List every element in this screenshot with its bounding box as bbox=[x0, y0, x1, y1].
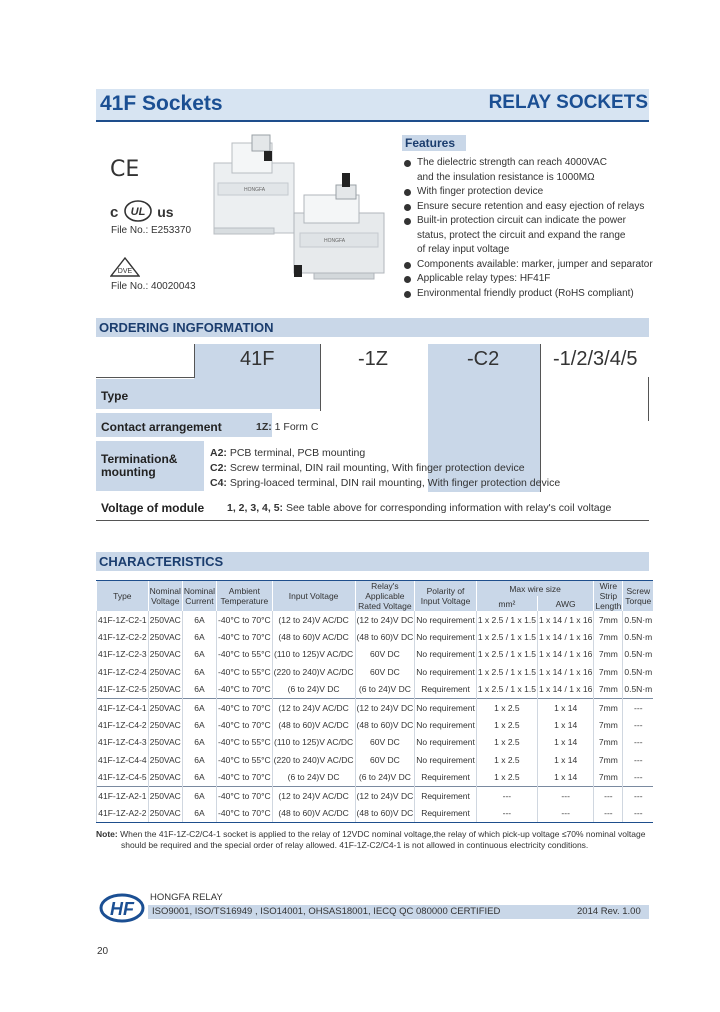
ul-file-number: File No.: E253370 bbox=[111, 225, 192, 236]
ce-mark: CE bbox=[110, 157, 140, 182]
certification-text: ISO9001, ISO/TS16949 , ISO14001, OHSAS18001, IECQ QC 080000 CERTIFIED bbox=[152, 906, 501, 917]
table-cell: 41F-1Z-C4-1 bbox=[97, 698, 149, 716]
table-cell: 6A bbox=[182, 751, 216, 768]
code-contact: -1Z bbox=[358, 348, 388, 370]
table-cell: 6A bbox=[182, 663, 216, 680]
table-cell: 6A bbox=[182, 611, 216, 628]
table-cell: 0.5N·m bbox=[623, 663, 653, 680]
table-cell: 250VAC bbox=[148, 786, 182, 804]
svg-text:HONGFA: HONGFA bbox=[324, 238, 346, 244]
table-cell: 7mm bbox=[594, 681, 623, 699]
table-row bbox=[97, 681, 654, 699]
table-cell: 6A bbox=[182, 681, 216, 699]
table-cell: 6A bbox=[182, 716, 216, 733]
table-cell: 250VAC bbox=[148, 681, 182, 699]
table-cell: 250VAC bbox=[148, 663, 182, 680]
table-cell: (110 to 125)V AC/DC bbox=[272, 646, 355, 663]
table-cell: --- bbox=[623, 734, 653, 751]
table-cell: 1 x 2.5 bbox=[476, 698, 537, 716]
type-row bbox=[96, 379, 194, 409]
svg-text:UL: UL bbox=[130, 206, 146, 218]
table-cell: No requirement bbox=[415, 646, 477, 663]
termination-label: Termination& mounting bbox=[101, 452, 178, 479]
table-cell: 1 x 2.5 bbox=[476, 734, 537, 751]
table-cell: -40°C to 70°C bbox=[217, 804, 273, 822]
table-row bbox=[97, 734, 654, 751]
table-cell: (12 to 24)V AC/DC bbox=[272, 698, 355, 716]
table-cell: 250VAC bbox=[148, 611, 182, 628]
table-cell: -40°C to 70°C bbox=[217, 786, 273, 804]
table-cell: --- bbox=[623, 769, 653, 787]
table-cell: 1 x 2.5 / 1 x 1.5 bbox=[476, 611, 537, 628]
th-polarity: Polarity of Input Voltage bbox=[415, 581, 477, 612]
table-cell: No requirement bbox=[415, 698, 477, 716]
table-cell: 250VAC bbox=[148, 734, 182, 751]
type-line bbox=[96, 377, 194, 378]
th-wire-size: Max wire size bbox=[476, 581, 594, 597]
type-vline bbox=[194, 344, 195, 378]
table-cell: (48 to 60)V DC bbox=[355, 716, 415, 733]
table-cell: -40°C to 55°C bbox=[217, 646, 273, 663]
feature-item: The dielectric strength can reach 4000VAC bbox=[403, 156, 653, 171]
characteristics-section-title: CHARACTERISTICS bbox=[96, 552, 649, 571]
termination-list bbox=[210, 446, 560, 491]
table-cell: 1 x 14 / 1 x 16 bbox=[537, 681, 593, 699]
table-cell: No requirement bbox=[415, 734, 477, 751]
table-cell: 1 x 2.5 bbox=[476, 769, 537, 787]
note-label: Note: bbox=[96, 829, 118, 839]
table-cell: (12 to 24)V DC bbox=[355, 698, 415, 716]
table-cell: No requirement bbox=[415, 716, 477, 733]
table-cell: Requirement bbox=[415, 769, 477, 787]
table-cell: 41F-1Z-C2-1 bbox=[97, 611, 149, 628]
table-cell: No requirement bbox=[415, 663, 477, 680]
table-cell: -40°C to 70°C bbox=[217, 681, 273, 699]
table-cell: 7mm bbox=[594, 716, 623, 733]
note-line-1: When the 41F-1Z-C2/C4-1 socket is applied to the relay of 12VDC nominal voltage,the relay of which pick-up voltage ≤70% nominal voltage bbox=[117, 829, 646, 839]
table-row bbox=[97, 628, 654, 645]
feature-item: Components available: marker, jumper and separator bbox=[403, 258, 653, 273]
table-cell: --- bbox=[623, 698, 653, 716]
table-cell: No requirement bbox=[415, 628, 477, 645]
termination-c4: C4: Spring-loaced terminal, DIN rail mounting, With finger protection device bbox=[210, 477, 561, 489]
termination-row bbox=[96, 441, 204, 491]
table-cell: 7mm bbox=[594, 646, 623, 663]
feature-item: Environmental friendly product (RoHS compliant) bbox=[403, 287, 653, 302]
table-cell: 7mm bbox=[594, 769, 623, 787]
features-list bbox=[403, 156, 653, 301]
th-ambient: Ambient Temperature bbox=[217, 581, 273, 612]
table-row bbox=[97, 698, 654, 716]
table-cell: 0.5N·m bbox=[623, 681, 653, 699]
table-cell: (12 to 24)V AC/DC bbox=[272, 611, 355, 628]
table-cell: 41F-1Z-A2-1 bbox=[97, 786, 149, 804]
table-cell: --- bbox=[623, 716, 653, 733]
table-cell: (6 to 24)V DC bbox=[355, 681, 415, 699]
table-cell: 7mm bbox=[594, 751, 623, 768]
th-type: Type bbox=[97, 581, 149, 612]
table-cell: 60V DC bbox=[355, 646, 415, 663]
contact-desc bbox=[256, 421, 318, 433]
feature-item: status, protect the circuit and expand the range bbox=[417, 229, 626, 241]
table-cell: (6 to 24)V DC bbox=[272, 769, 355, 787]
table-cell: 41F-1Z-C2-2 bbox=[97, 628, 149, 645]
table-cell: 1 x 14 bbox=[537, 716, 593, 733]
table-cell: 41F-1Z-C4-3 bbox=[97, 734, 149, 751]
table-cell: (48 to 60)V AC/DC bbox=[272, 804, 355, 822]
page-title: 41F Sockets bbox=[100, 92, 223, 115]
table-cell: (48 to 60)V DC bbox=[355, 804, 415, 822]
vde-file-number: File No.: 40020043 bbox=[111, 281, 196, 292]
table-cell: (12 to 24)V DC bbox=[355, 786, 415, 804]
table-row bbox=[97, 751, 654, 768]
table-cell: 41F-1Z-C2-3 bbox=[97, 646, 149, 663]
code-series: 41F bbox=[240, 348, 275, 370]
page-number: 20 bbox=[97, 946, 109, 957]
table-cell: 41F-1Z-C2-5 bbox=[97, 681, 149, 699]
contact-vline bbox=[320, 344, 321, 411]
table-row bbox=[97, 804, 654, 822]
table-cell: 6A bbox=[182, 804, 216, 822]
table-cell: -40°C to 70°C bbox=[217, 769, 273, 787]
type-label: Type bbox=[101, 389, 129, 403]
contact-code: 1Z: bbox=[256, 421, 272, 433]
table-cell: (12 to 24)V AC/DC bbox=[272, 786, 355, 804]
characteristics-table bbox=[96, 580, 653, 823]
termination-c2: C2: Screw terminal, DIN rail mounting, With finger protection device bbox=[210, 462, 525, 474]
table-cell: (220 to 240)V AC/DC bbox=[272, 751, 355, 768]
table-cell: 250VAC bbox=[148, 769, 182, 787]
table-cell: -40°C to 55°C bbox=[217, 751, 273, 768]
table-cell: 250VAC bbox=[148, 751, 182, 768]
table-cell: --- bbox=[623, 751, 653, 768]
table-cell: 41F-1Z-C4-2 bbox=[97, 716, 149, 733]
th-torque: Screw Torque bbox=[623, 581, 653, 612]
table-cell: 7mm bbox=[594, 734, 623, 751]
year-revision: 2014 Rev. 1.00 bbox=[577, 906, 641, 917]
contact-label: Contact arrangement bbox=[101, 420, 222, 434]
feature-item: of relay input voltage bbox=[417, 244, 510, 255]
table-cell: --- bbox=[537, 804, 593, 822]
table-cell: 7mm bbox=[594, 611, 623, 628]
contact-text: 1 Form C bbox=[271, 421, 319, 433]
table-cell: 250VAC bbox=[148, 698, 182, 716]
table-cell: 1 x 14 bbox=[537, 698, 593, 716]
table-cell: Requirement bbox=[415, 786, 477, 804]
svg-text:DVE: DVE bbox=[117, 268, 133, 275]
table-cell: 60V DC bbox=[355, 663, 415, 680]
voltage-row bbox=[96, 495, 649, 521]
table-cell: 1 x 2.5 / 1 x 1.5 bbox=[476, 663, 537, 680]
table-cell: 1 x 2.5 bbox=[476, 751, 537, 768]
feature-item: Ensure secure retention and easy ejection of relays bbox=[403, 200, 653, 215]
table-cell: --- bbox=[537, 786, 593, 804]
table-cell: 0.5N·m bbox=[623, 611, 653, 628]
th-awg: AWG bbox=[537, 596, 593, 611]
table-cell: 1 x 2.5 / 1 x 1.5 bbox=[476, 681, 537, 699]
table-cell: (6 to 24)V DC bbox=[272, 681, 355, 699]
table-row bbox=[97, 611, 654, 628]
th-input-voltage: Input Voltage bbox=[272, 581, 355, 612]
table-row bbox=[97, 786, 654, 804]
table-row bbox=[97, 769, 654, 787]
category-title: RELAY SOCKETS bbox=[488, 92, 648, 113]
table-cell: 1 x 2.5 bbox=[476, 716, 537, 733]
table-cell: 6A bbox=[182, 786, 216, 804]
table-cell: 6A bbox=[182, 769, 216, 787]
table-cell: (48 to 60)V AC/DC bbox=[272, 628, 355, 645]
code-voltage: -1/2/3/4/5 bbox=[553, 348, 638, 370]
table-cell: 1 x 14 bbox=[537, 734, 593, 751]
th-strip: Wire Strip Length bbox=[595, 581, 622, 611]
table-row bbox=[97, 663, 654, 680]
table-cell: 6A bbox=[182, 734, 216, 751]
table-cell: (6 to 24)V DC bbox=[355, 769, 415, 787]
code-termination: -C2 bbox=[467, 348, 500, 370]
table-cell: 1 x 14 / 1 x 16 bbox=[537, 663, 593, 680]
table-cell: (48 to 60)V AC/DC bbox=[272, 716, 355, 733]
svg-text:HF: HF bbox=[110, 899, 134, 919]
feature-item: With finger protection device bbox=[403, 185, 653, 200]
table-cell: 0.5N·m bbox=[623, 628, 653, 645]
table-cell: 7mm bbox=[594, 628, 623, 645]
table-row bbox=[97, 646, 654, 663]
table-cell: 60V DC bbox=[355, 734, 415, 751]
th-nominal-current: Nominal Current bbox=[182, 581, 216, 612]
svg-text:HONGFA: HONGFA bbox=[244, 187, 266, 193]
features-title: Features bbox=[402, 135, 466, 151]
table-cell: 7mm bbox=[594, 698, 623, 716]
feature-item: Applicable relay types: HF41F bbox=[403, 272, 653, 287]
table-cell: 6A bbox=[182, 698, 216, 716]
table-cell: 1 x 14 bbox=[537, 751, 593, 768]
table-cell: 41F-1Z-C4-4 bbox=[97, 751, 149, 768]
table-body bbox=[97, 611, 654, 822]
table-cell: 41F-1Z-A2-2 bbox=[97, 804, 149, 822]
table-cell: 6A bbox=[182, 646, 216, 663]
table-cell: --- bbox=[594, 804, 623, 822]
table-cell: 1 x 14 / 1 x 16 bbox=[537, 646, 593, 663]
th-mm2: mm² bbox=[476, 596, 537, 611]
table-cell: 6A bbox=[182, 628, 216, 645]
table-cell: 1 x 14 / 1 x 16 bbox=[537, 611, 593, 628]
table-cell: --- bbox=[623, 786, 653, 804]
voltage-vline bbox=[648, 377, 649, 421]
table-cell: -40°C to 55°C bbox=[217, 663, 273, 680]
contact-row bbox=[96, 413, 272, 437]
ul-mark bbox=[110, 200, 174, 222]
ul-logo-icon bbox=[123, 200, 153, 222]
table-cell: 250VAC bbox=[148, 804, 182, 822]
brand-name: HONGFA RELAY bbox=[150, 892, 223, 903]
table-cell: 41F-1Z-C4-5 bbox=[97, 769, 149, 787]
table-cell: 1 x 2.5 / 1 x 1.5 bbox=[476, 628, 537, 645]
th-nominal-voltage: Nominal Voltage bbox=[148, 581, 182, 612]
voltage-desc: 1, 2, 3, 4, 5: See table above for corresponding information with relay's coil voltage bbox=[227, 502, 612, 514]
table-cell: 1 x 14 / 1 x 16 bbox=[537, 628, 593, 645]
table-cell: 1 x 14 bbox=[537, 769, 593, 787]
table-cell: -40°C to 55°C bbox=[217, 734, 273, 751]
table-cell: --- bbox=[476, 786, 537, 804]
table-cell: -40°C to 70°C bbox=[217, 611, 273, 628]
table-cell: 250VAC bbox=[148, 716, 182, 733]
voltage-label: Voltage of module bbox=[101, 501, 205, 515]
table-cell: No requirement bbox=[415, 751, 477, 768]
feature-item: and the insulation resistance is 1000MΩ bbox=[417, 171, 595, 183]
table-cell: 7mm bbox=[594, 663, 623, 680]
table-header-row bbox=[97, 581, 654, 597]
table-cell: -40°C to 70°C bbox=[217, 698, 273, 716]
table-cell: 250VAC bbox=[148, 628, 182, 645]
th-relay-rated: Relay's Applicable Rated Voltage bbox=[355, 581, 415, 612]
table-cell: -40°C to 70°C bbox=[217, 716, 273, 733]
table-cell: 60V DC bbox=[355, 751, 415, 768]
table-cell: (48 to 60)V DC bbox=[355, 628, 415, 645]
table-cell: --- bbox=[476, 804, 537, 822]
table-cell: (220 to 240)V AC/DC bbox=[272, 663, 355, 680]
table-cell: 0.5N·m bbox=[623, 646, 653, 663]
table-cell: Requirement bbox=[415, 804, 477, 822]
socket-product-image bbox=[204, 133, 394, 288]
table-cell: 41F-1Z-C2-4 bbox=[97, 663, 149, 680]
table-cell: 1 x 2.5 / 1 x 1.5 bbox=[476, 646, 537, 663]
ul-us-label: us bbox=[157, 204, 174, 220]
table-cell: -40°C to 70°C bbox=[217, 628, 273, 645]
table-cell: Requirement bbox=[415, 681, 477, 699]
note-line-2: should be required and the special order of relay allowed. 41F-1Z-C2/C4-1 is not allowed in continuous electricity conditions. bbox=[121, 840, 589, 850]
feature-item: Built-in protection circuit can indicate the power bbox=[403, 214, 653, 229]
table-cell: (110 to 125)V AC/DC bbox=[272, 734, 355, 751]
table-cell: No requirement bbox=[415, 611, 477, 628]
table-cell: 250VAC bbox=[148, 646, 182, 663]
table-note bbox=[96, 829, 656, 851]
vde-logo-icon bbox=[110, 257, 140, 277]
ordering-section-title: ORDERING INGFORMATION bbox=[96, 318, 649, 337]
table-cell: --- bbox=[623, 804, 653, 822]
table-row bbox=[97, 716, 654, 733]
ul-c-label: c bbox=[110, 204, 119, 221]
hongfa-logo-icon bbox=[99, 893, 145, 923]
table-cell: --- bbox=[594, 786, 623, 804]
termination-a2: A2: PCB terminal, PCB mounting bbox=[210, 447, 366, 459]
table-cell: (12 to 24)V DC bbox=[355, 611, 415, 628]
